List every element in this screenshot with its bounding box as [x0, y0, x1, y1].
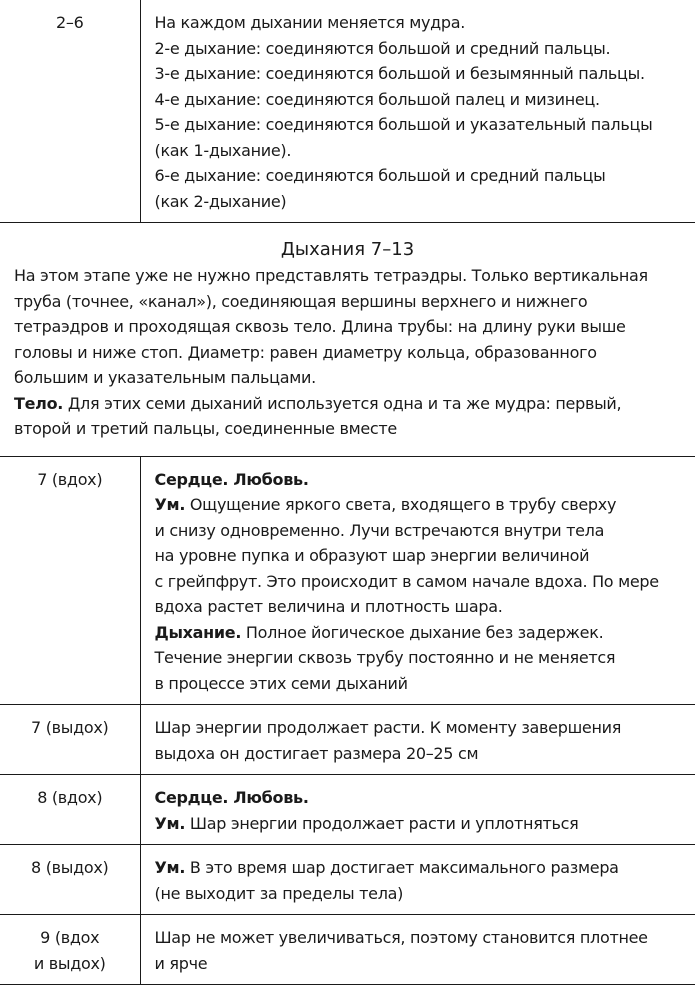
breath-table-bottom	[0, 456, 695, 986]
breath-number-cell: 8 (вдох)	[0, 775, 140, 845]
instruction-line	[155, 569, 692, 595]
breath-number-line: 9 (вдох	[40, 928, 100, 947]
section-paragraph	[0, 263, 695, 442]
instruction-cell	[140, 915, 695, 985]
section-title: Дыхания 7–13	[280, 239, 415, 260]
breath-number-cell: 8 (выдох)	[0, 845, 140, 915]
instruction-text: 3-е дыхание: соединяются большой и безымянный пальцы.	[154, 64, 645, 83]
instruction-text: 5-е дыхание: соединяются большой и указательный пальцы	[154, 115, 653, 134]
breath-number-cell: 7 (вдох)	[0, 456, 140, 705]
instruction-line	[155, 594, 692, 620]
breath-number-line: и выдох)	[33, 953, 106, 973]
instruction-line	[155, 645, 692, 671]
instruction-cell	[140, 0, 695, 223]
body-text: Для этих семи дыханий используется одна и та же мудра: первый,	[63, 393, 622, 413]
breath-number-cell: 7 (выдох)	[0, 705, 140, 775]
breath-number-cell: 2–6	[0, 0, 140, 223]
instruction-text: (как 1-дыхание).	[154, 140, 292, 160]
instruction-line	[155, 10, 692, 36]
instruction-cell	[140, 775, 695, 845]
instruction-text: 4-е дыхание: соединяются большой палец и мизинец.	[154, 89, 600, 109]
table-row	[0, 456, 695, 705]
instruction-line	[155, 163, 692, 189]
instruction-text: Течение энергии сквозь трубу постоянно и не меняется	[154, 648, 616, 667]
body-line	[14, 391, 691, 417]
instruction-line	[155, 138, 692, 164]
breath-number-cell	[0, 915, 140, 985]
instruction-text: выдоха он достигает размера 20–25 см	[154, 743, 479, 763]
instruction-text: с грейпфрут. Это происходит в самом начале вдоха. По мере	[154, 571, 659, 591]
instruction-line	[155, 189, 692, 215]
instruction-line	[155, 785, 692, 811]
instruction-text: Шар энергии продолжает расти. К моменту завершения	[154, 718, 622, 737]
instruction-line	[155, 811, 692, 837]
instruction-line	[155, 925, 692, 951]
instruction-cell	[140, 456, 695, 705]
instruction-line	[155, 741, 692, 767]
instruction-line	[155, 951, 692, 977]
instruction-text: Шар энергии продолжает расти и уплотняться	[185, 813, 579, 833]
table-row	[0, 915, 695, 985]
instruction-line	[155, 61, 692, 87]
instruction-line	[155, 620, 692, 646]
instruction-line	[155, 518, 692, 544]
breath-table-top	[0, 0, 695, 223]
instruction-label: Ум.	[154, 813, 186, 833]
instruction-text: на уровне пупка и образуют шар энергии величиной	[154, 546, 590, 565]
body-label: Тело.	[14, 393, 64, 413]
instruction-line	[155, 881, 692, 907]
instruction-line	[155, 467, 692, 493]
table-row	[0, 705, 695, 775]
paragraph-line: тетраэдров и проходящая сквозь тело. Длина трубы: на длину руки выше	[14, 317, 626, 336]
instruction-text: Полное йогическое дыхание без задержек.	[241, 622, 604, 642]
instruction-line	[155, 112, 692, 138]
instruction-line	[155, 543, 692, 569]
instruction-text: в процессе этих семи дыханий	[154, 673, 408, 693]
instruction-text: На каждом дыхании меняется мудра.	[154, 13, 466, 32]
paragraph-line: На этом этапе уже не нужно представлять тетраэдры. Только вертикальная	[14, 266, 648, 285]
instruction-text: Ощущение яркого света, входящего в трубу сверху	[185, 495, 617, 514]
instruction-text: (как 2-дыхание)	[154, 191, 287, 211]
body-line: второй и третий пальцы, соединенные вместе	[14, 419, 397, 438]
instruction-line	[155, 715, 692, 741]
instruction-line	[155, 855, 692, 881]
instruction-text: 6-е дыхание: соединяются большой и средний пальцы	[154, 166, 606, 185]
instruction-cell	[140, 705, 695, 775]
instruction-text: 2-е дыхание: соединяются большой и средний пальцы.	[154, 38, 611, 58]
instruction-line	[155, 36, 692, 62]
instruction-label: Сердце. Любовь.	[154, 788, 309, 807]
instruction-label: Ум.	[154, 495, 186, 514]
table-row	[0, 775, 695, 845]
instruction-text: В это время шар достигает максимального размера	[185, 858, 619, 877]
paragraph-line: головы и ниже стоп. Диаметр: равен диаметру кольца, образованного	[14, 342, 597, 362]
instruction-text: вдоха растет величина и плотность шара.	[154, 597, 503, 616]
table-row	[0, 845, 695, 915]
instruction-label: Сердце. Любовь.	[154, 469, 309, 489]
instruction-line	[155, 492, 692, 518]
instruction-text: Шар не может увеличиваться, поэтому становится плотнее	[154, 928, 648, 947]
instruction-line	[155, 671, 692, 697]
instruction-text: (не выходит за пределы тела)	[154, 883, 404, 903]
table-row	[0, 0, 695, 223]
paragraph-line: труба (точнее, «канал»), соединяющая вершины верхнего и нижнего	[14, 291, 588, 311]
instruction-text: и снизу одновременно. Лучи встречаются внутри тела	[154, 520, 605, 540]
instruction-line	[155, 87, 692, 113]
instruction-text: и ярче	[154, 953, 208, 973]
instruction-cell	[140, 845, 695, 915]
paragraph-line: большим и указательным пальцами.	[14, 368, 316, 387]
instruction-label: Ум.	[154, 858, 186, 877]
instruction-label: Дыхание.	[154, 622, 242, 642]
